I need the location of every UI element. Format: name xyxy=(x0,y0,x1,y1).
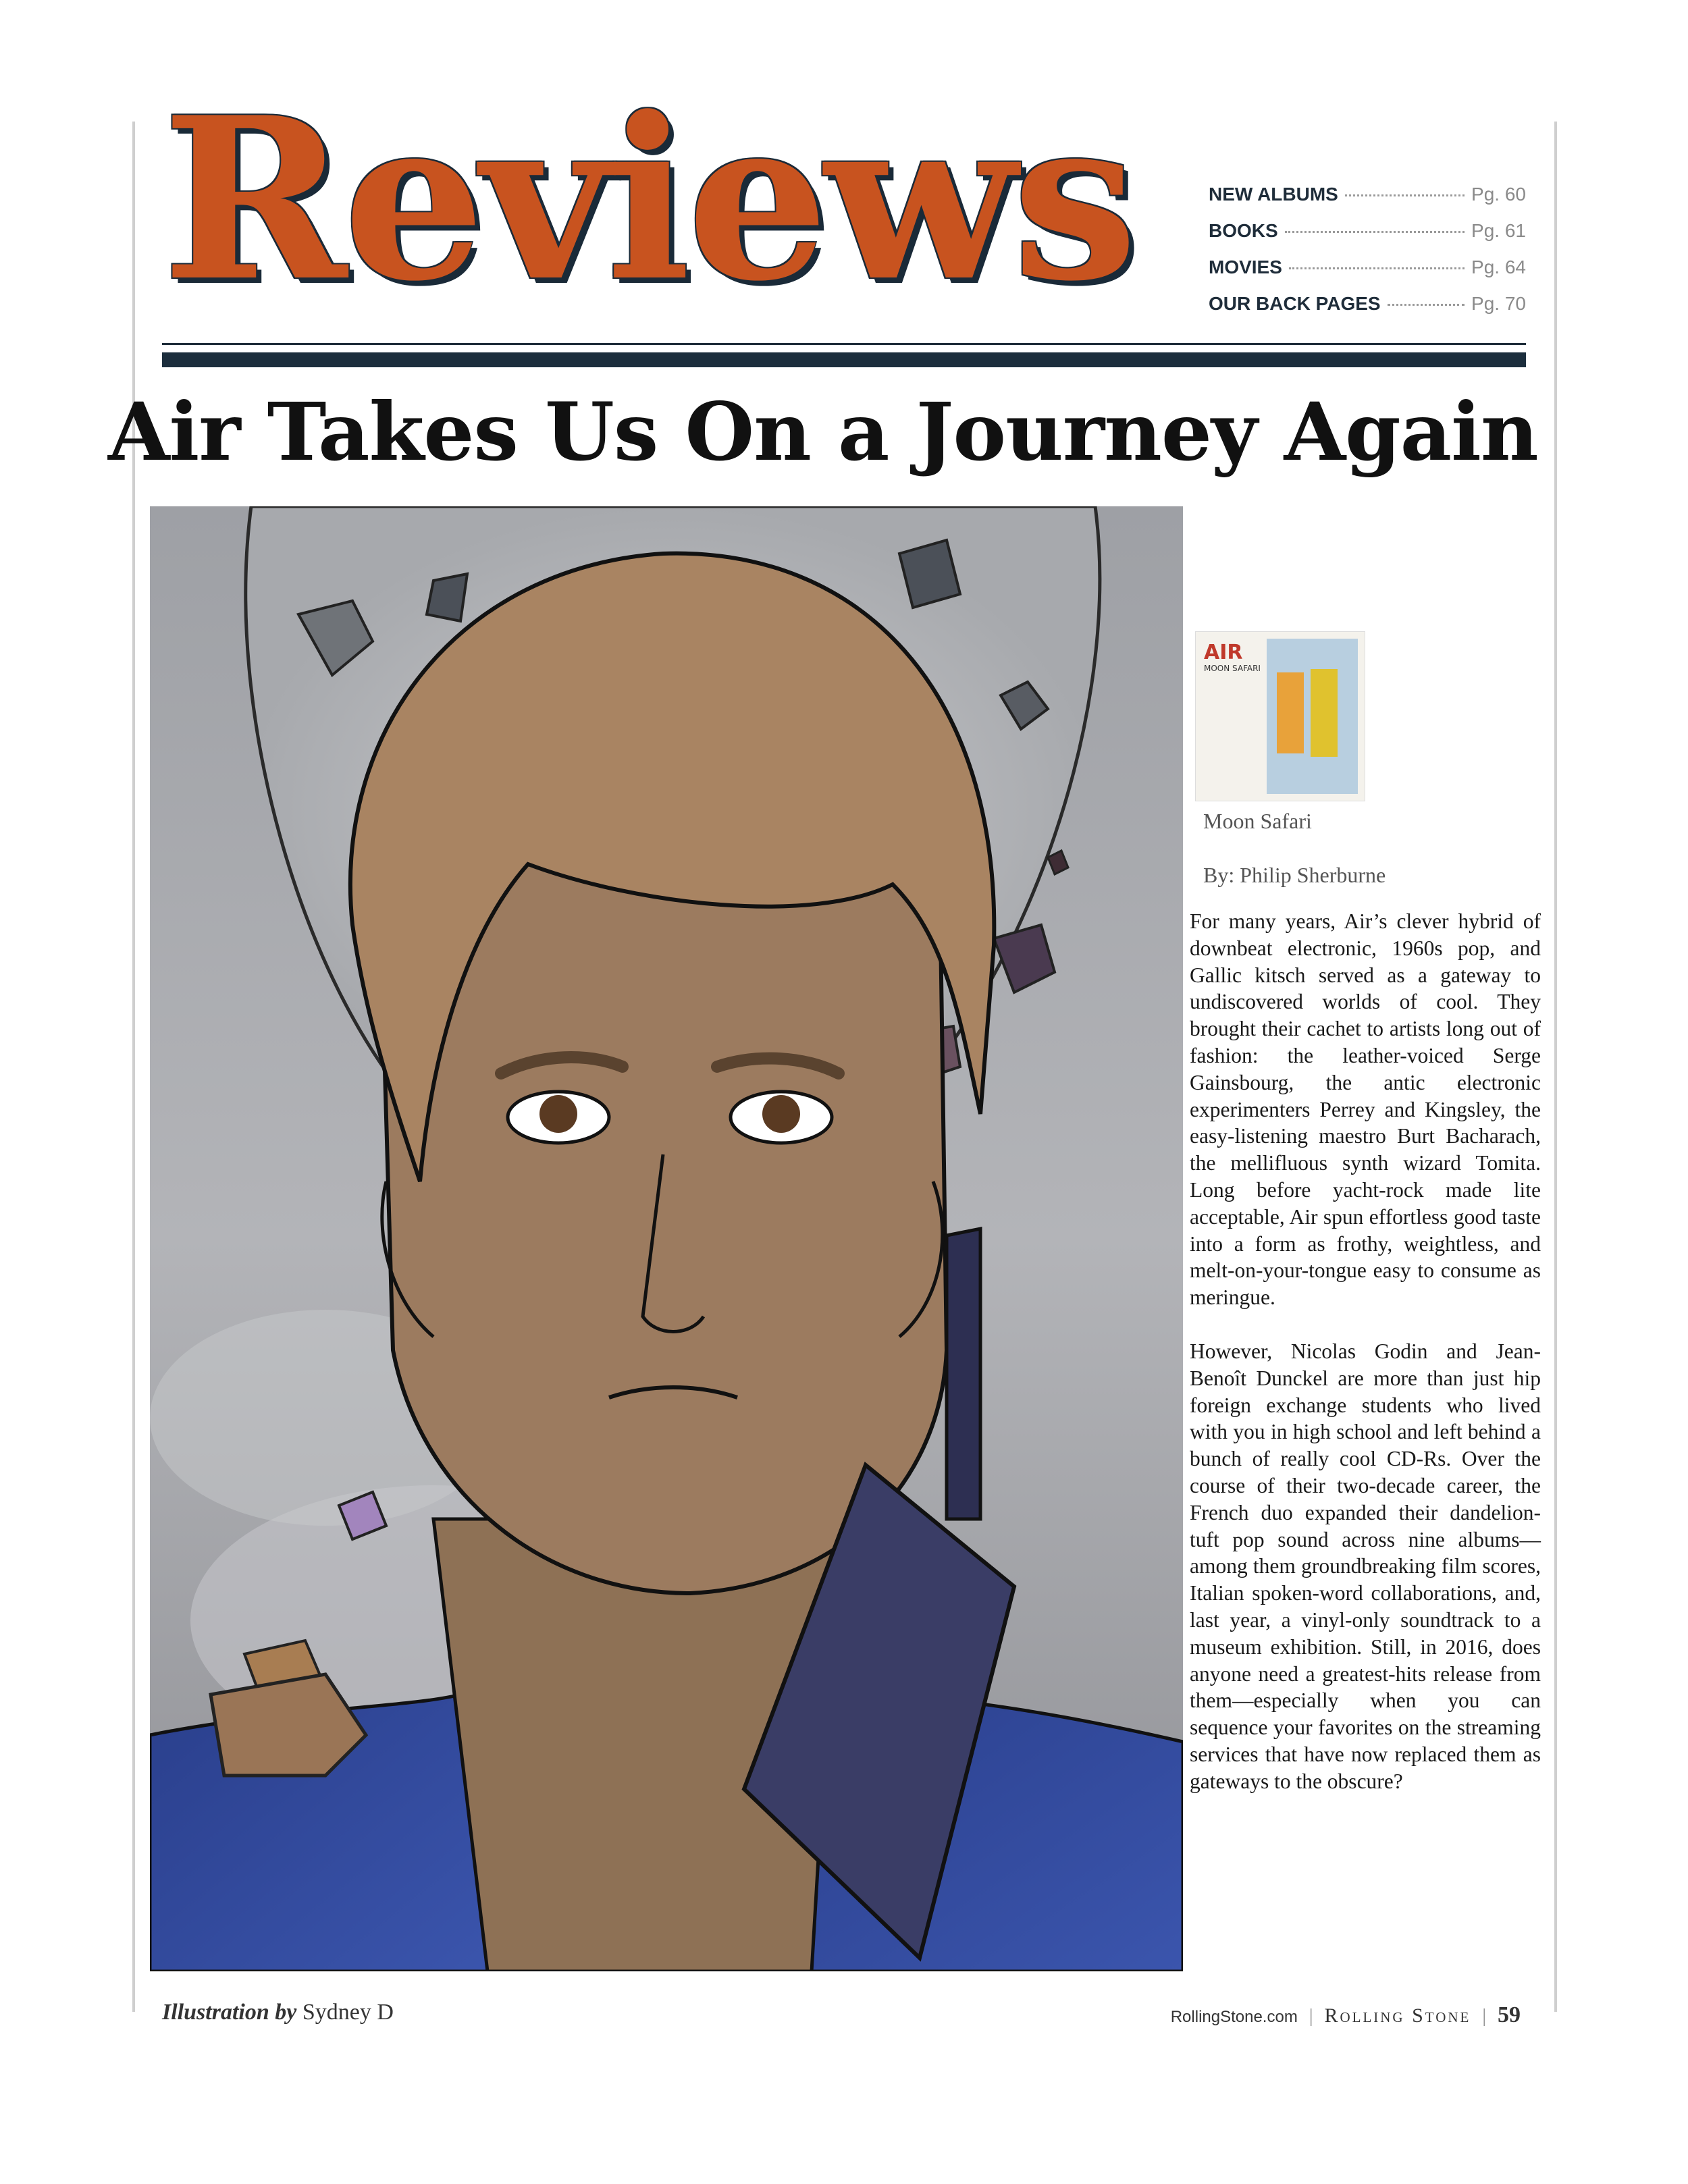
toc-leader xyxy=(1388,304,1465,306)
toc-item-label: NEW ALBUMS xyxy=(1209,184,1338,205)
magazine-name: Rolling Stone xyxy=(1324,2004,1471,2027)
toc-item-page: Pg. 60 xyxy=(1471,184,1526,205)
article-paragraph: However, Nicolas Godin and Jean-Benoît Dunckel are more than just hip foreign exchange students who lived with you in high school and left behind a bunch of really cool CD-Rs. Over the course of their two-decade career, the French duo expanded their dandelion-tuft pop sound across nine albums—among them groundbreaking film scores, Italian spoken-word collaborations, and, last year, a vinyl-only soundtrack to a museum exhibition. Still, in 2016, does anyone need a greatest-hits release from them—especially when you can sequence your favorites on the streaming services that have now replaced them as gateways to the obscure? xyxy=(1190,1339,1541,1793)
toc-item-page: Pg. 64 xyxy=(1471,257,1526,277)
article-paragraph: For many years, Air’s clever hybrid of downbeat electronic, 1960s pop, and Gallic kitsch served as a gateway to undiscovered worlds of cool. They brought their cachet to artists long out of fashion: the leather-voiced Serge Gainsbourg, the antic electronic experimenters Perrey and Kingsley, the easy-listening maestro Burt Bacharach, the mellifluous synth wizard Tomita. Long before yacht-rock made lite acceptable, Air spun effortless good taste into a form as frothy, weightless, and melt-on-your-tongue easy to consume as meringue. xyxy=(1190,909,1541,1310)
toc-item-page: Pg. 70 xyxy=(1471,293,1526,314)
toc-item[interactable] xyxy=(1209,293,1526,329)
site-link[interactable]: RollingStone.com xyxy=(1170,2008,1298,2026)
toc-item-label: OUR BACK PAGES xyxy=(1209,293,1381,314)
album-cover-subtitle: MOON SAFARI xyxy=(1204,664,1261,673)
illustration-credit xyxy=(162,2000,394,2025)
toc-item-label: BOOKS xyxy=(1209,220,1278,241)
table-of-contents xyxy=(1209,184,1526,329)
article-body xyxy=(1190,908,1541,1822)
toc-leader xyxy=(1345,194,1465,196)
album-title: Moon Safari xyxy=(1203,809,1312,833)
credit-prefix: Illustration by xyxy=(162,2000,297,2025)
portrait-illustration xyxy=(150,506,1183,1971)
toc-leader xyxy=(1285,231,1465,233)
section-title: Reviews xyxy=(162,68,1134,330)
toc-item[interactable] xyxy=(1209,184,1526,220)
folio-separator: | xyxy=(1309,2006,1313,2027)
masthead xyxy=(162,68,1161,331)
masthead-rule-thin xyxy=(162,343,1526,345)
article-headline: Air Takes Us On a Journey Again xyxy=(108,385,1538,479)
toc-leader xyxy=(1289,267,1465,269)
masthead-rule-thick xyxy=(162,352,1526,367)
page-folio xyxy=(1171,2002,1521,2028)
toc-item[interactable] xyxy=(1209,220,1526,257)
album-cover xyxy=(1195,631,1365,801)
toc-item-label: MOVIES xyxy=(1209,257,1282,277)
article-byline: By: Philip Sherburne xyxy=(1203,863,1386,887)
credit-name: Sydney D xyxy=(302,2000,394,2025)
toc-item-page: Pg. 61 xyxy=(1471,220,1526,241)
toc-item[interactable] xyxy=(1209,257,1526,293)
page-number: 59 xyxy=(1498,2002,1521,2027)
album-cover-logo: AIR xyxy=(1204,641,1243,664)
folio-separator: | xyxy=(1482,2006,1486,2027)
